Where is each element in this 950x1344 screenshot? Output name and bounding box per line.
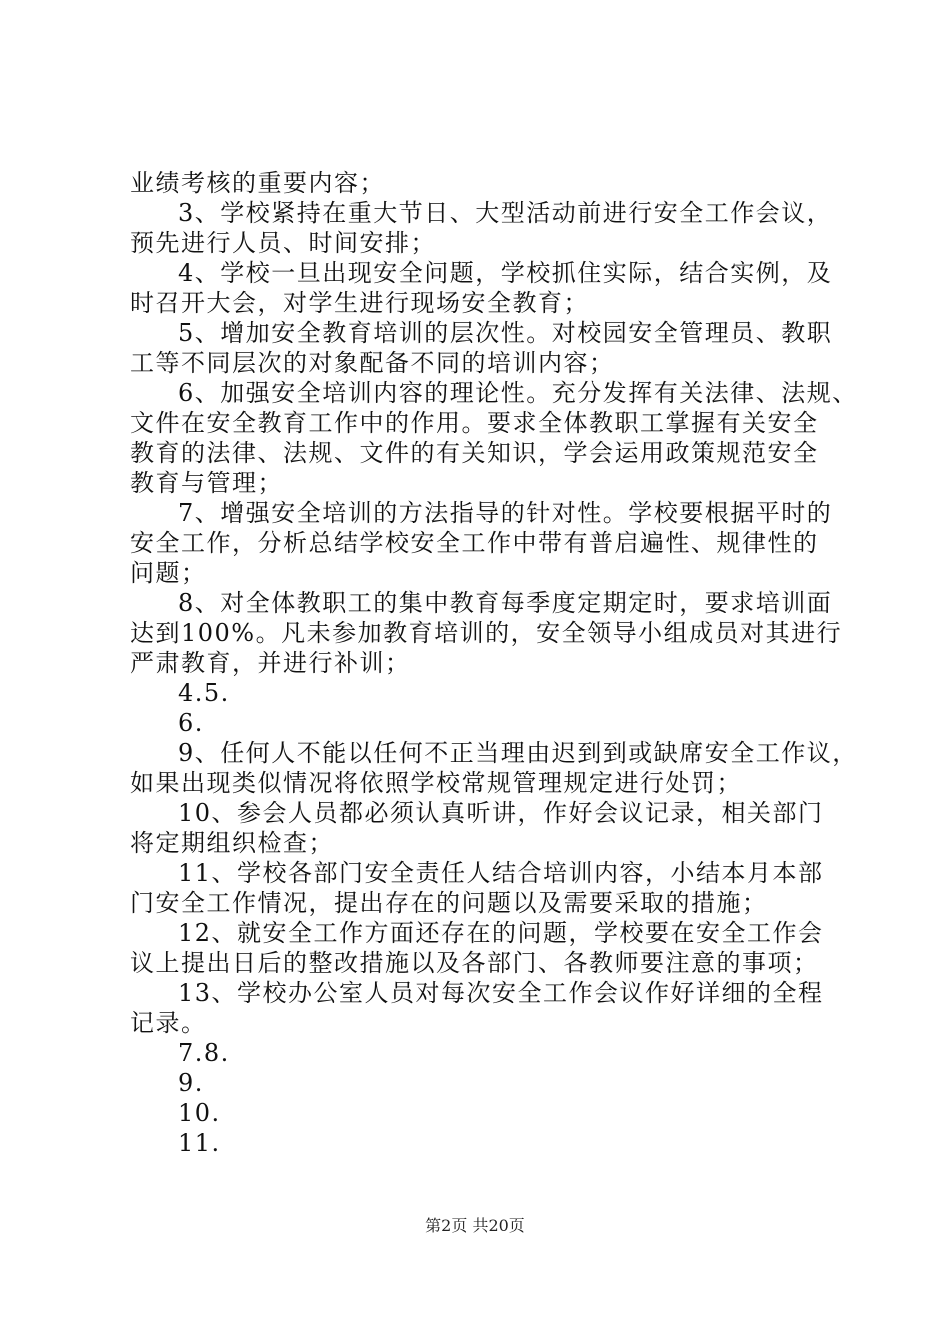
- text-line: 记录。: [130, 1009, 207, 1037]
- text-line: 5、增加安全教育培训的层次性。对校园安全管理员、教职: [178, 319, 833, 347]
- text-line: 7、增强安全培训的方法指导的针对性。学校要根据平时的: [178, 499, 833, 527]
- text-line: 10、参会人员都必须认真听讲，作好会议记录，相关部门: [178, 799, 824, 827]
- text-line: 如果出现类似情况将依照学校常规管理规定进行处罚；: [130, 769, 742, 797]
- text-line: 10.: [178, 1099, 221, 1127]
- text-line: 9、任何人不能以任何不正当理由迟到到或缺席安全工作议，: [178, 739, 858, 767]
- text-line: 3、学校紧持在重大节日、大型活动前进行安全工作会议，: [178, 199, 833, 227]
- text-line: 严肃教育，并进行补训；: [130, 649, 411, 677]
- text-line: 4.5.: [178, 679, 230, 707]
- text-line: 业绩考核的重要内容；: [130, 169, 385, 197]
- text-line: 议上提出日后的整改措施以及各部门、各教师要注意的事项；: [130, 949, 819, 977]
- text-line: 11、学校各部门安全责任人结合培训内容，小结本月本部: [178, 859, 824, 887]
- text-line: 教育与管理；: [130, 469, 283, 497]
- text-line: 8、对全体教职工的集中教育每季度定期定时，要求培训面: [178, 589, 833, 617]
- page-number: 第2页 共20页: [425, 1216, 525, 1235]
- text-line: 工等不同层次的对象配备不同的培训内容；: [130, 349, 615, 377]
- document-body: [130, 168, 858, 1158]
- text-line: 预先进行人员、时间安排；: [130, 229, 436, 257]
- text-line: 13、学校办公室人员对每次安全工作会议作好详细的全程: [178, 979, 824, 1007]
- text-line: 12、就安全工作方面还存在的问题，学校要在安全工作会: [178, 919, 824, 947]
- text-line: 7.8.: [178, 1039, 230, 1067]
- text-line: 4、学校一旦出现安全问题，学校抓住实际，结合实例，及: [178, 259, 833, 287]
- text-line: 问题；: [130, 559, 207, 587]
- text-line: 时召开大会，对学生进行现场安全教育；: [130, 289, 589, 317]
- text-line: 教育的法律、法规、文件的有关知识，学会运用政策规范安全: [130, 439, 819, 467]
- text-line: 安全工作，分析总结学校安全工作中带有普启遍性、规律性的: [130, 529, 819, 557]
- text-line: 9.: [178, 1069, 204, 1097]
- text-line: 达到100%。凡未参加教育培训的，安全领导小组成员对其进行: [130, 619, 843, 647]
- text-line: 将定期组织检查；: [130, 829, 334, 857]
- text-line: 11.: [178, 1129, 221, 1157]
- text-line: 文件在安全教育工作中的作用。要求全体教职工掌握有关安全: [130, 409, 819, 437]
- text-line: 门安全工作情况，提出存在的问题以及需要采取的措施；: [130, 889, 768, 917]
- text-line: 6、加强安全培训内容的理论性。充分发挥有关法律、法规、: [178, 379, 858, 407]
- text-line: 6.: [178, 709, 204, 737]
